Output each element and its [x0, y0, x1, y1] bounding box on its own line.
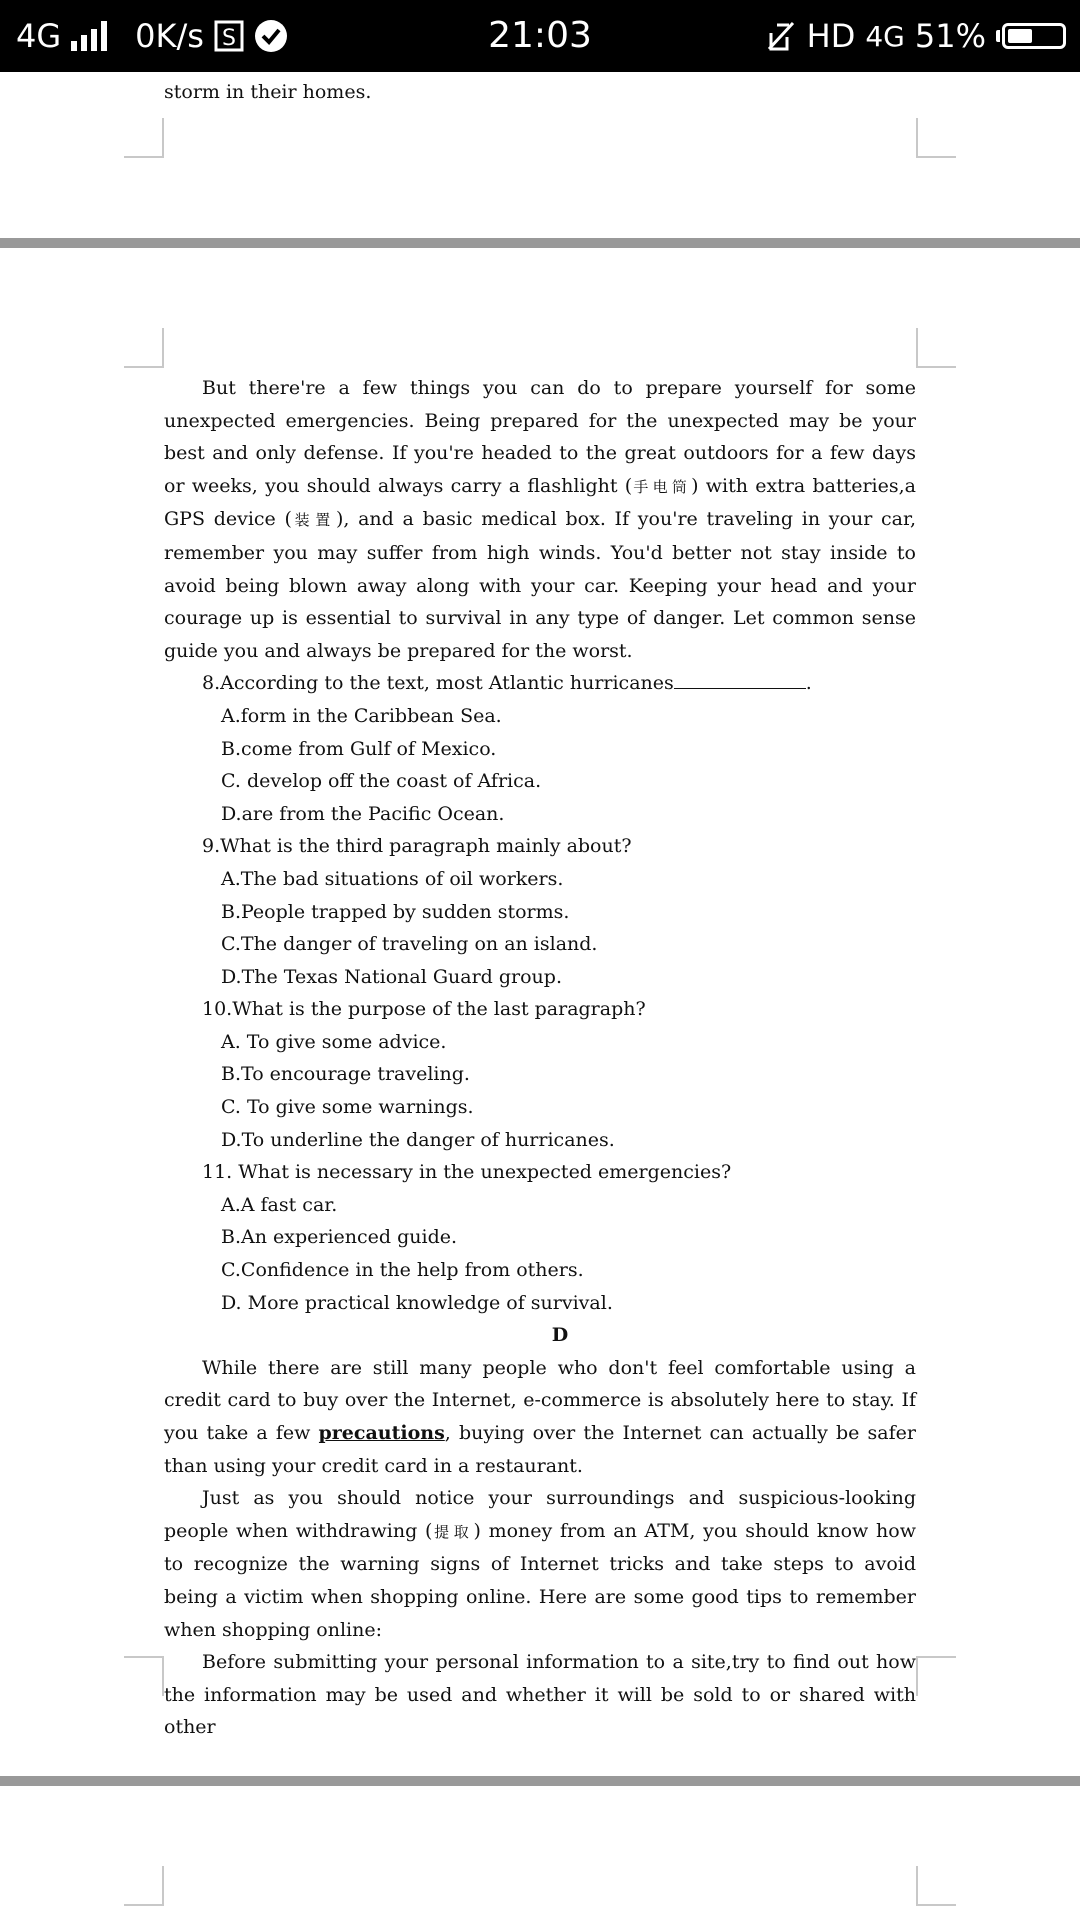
page-corner-mark [916, 1866, 956, 1906]
network-type-right: 4G [865, 19, 905, 53]
page-separator [0, 238, 1080, 248]
page-corner-mark [916, 118, 956, 158]
signal-strength-icon [71, 21, 107, 51]
svg-text:S: S [221, 26, 236, 51]
page-corner-mark [124, 1656, 164, 1696]
option: C. To give some warnings. [221, 1096, 474, 1119]
option: B.People trapped by sudden storms. [221, 900, 570, 923]
top-fragment: storm in their homes. [164, 81, 372, 103]
option: D. More practical knowledge of survival. [221, 1291, 613, 1314]
underlined-word: precautions [318, 1422, 445, 1444]
status-right [765, 0, 1066, 72]
prev-page-text [164, 76, 916, 109]
page-corner-mark [916, 328, 956, 368]
hd-indicator: HD [806, 17, 856, 55]
question-11: 11. What is necessary in the unexpected emergencies? [202, 1161, 732, 1184]
paragraph-ecommerce: While there are still many people who don't feel comfortable using a credit card to buy over the Internet, e-commerce is absolutely here to stay. If you take a few precautions, buying over the Internet can actually be safer than using your credit card in a restaurant. [164, 1356, 916, 1477]
battery-percent: 51% [914, 17, 986, 55]
question-9: 9.What is the third paragraph mainly about? [202, 835, 632, 858]
option: A.The bad situations of oil workers. [221, 867, 564, 890]
option: A.form in the Caribbean Sea. [221, 704, 502, 727]
section-heading: D [551, 1324, 569, 1347]
option: A. To give some advice. [221, 1030, 447, 1053]
page-corner-mark [124, 1866, 164, 1906]
option: C.The danger of traveling on an island. [221, 933, 598, 956]
option: C.Confidence in the help from others. [221, 1259, 584, 1282]
battery-icon [996, 23, 1066, 49]
option: D.are from the Pacific Ocean. [221, 802, 505, 825]
question-10: 10.What is the purpose of the last paragraph? [202, 998, 646, 1021]
page-separator [0, 1776, 1080, 1786]
option: B.To encourage traveling. [221, 1063, 470, 1086]
paragraph-atm: Just as you should notice your surroundings and suspicious-looking people when withdrawing (提取) money from an ATM, you should know how to recognize the warning signs of Internet tricks and take steps to avoid being a victim when shopping online. Here are some good tips to remember when shopping online: [164, 1487, 916, 1641]
sim-s-icon [214, 20, 244, 52]
option: D.To underline the danger of hurricanes. [221, 1128, 615, 1151]
page-body [164, 372, 916, 1744]
status-left [16, 0, 288, 72]
page-corner-mark [124, 118, 164, 158]
page-corner-mark [124, 328, 164, 368]
check-circle-icon [254, 19, 288, 53]
network-speed: 0K/s [135, 17, 204, 55]
paragraph-advice: But there're a few things you can do to prepare yourself for some unexpected emergencies. Being prepared for the unexpected may be your best and only defense. If you're headed to the great outdoors for a few days or weeks, you should always carry a flashlight (手电筒) with extra batteries,a GPS device (装置), and a basic medical box. If you're traveling in your car, remember you may suffer from high winds. You'd better not stay inside to avoid being blown away along with your car. Keeping your head and your courage up is essential to survival in any type of danger. Let common sense guide you and always be prepared for the worst. [164, 377, 916, 662]
question-8: 8.According to the text, most Atlantic hurricanes . [202, 672, 812, 695]
paragraph-personal-info: Before submitting your personal information to a site,try to find out how the information may be used and whether it will be sold to or shared with other [164, 1651, 916, 1739]
page-corner-mark [916, 1656, 956, 1696]
option: B.come from Gulf of Mexico. [221, 737, 497, 760]
status-bar [0, 0, 1080, 72]
clock: 21:03 [488, 15, 592, 56]
option: D.The Texas National Guard group. [221, 965, 562, 988]
option: C. develop off the coast of Africa. [221, 770, 542, 793]
vibrate-off-icon [765, 19, 797, 53]
option: A.A fast car. [221, 1193, 338, 1216]
network-type: 4G [16, 17, 62, 55]
option: B.An experienced guide. [221, 1226, 458, 1249]
answer-blank [674, 670, 806, 689]
